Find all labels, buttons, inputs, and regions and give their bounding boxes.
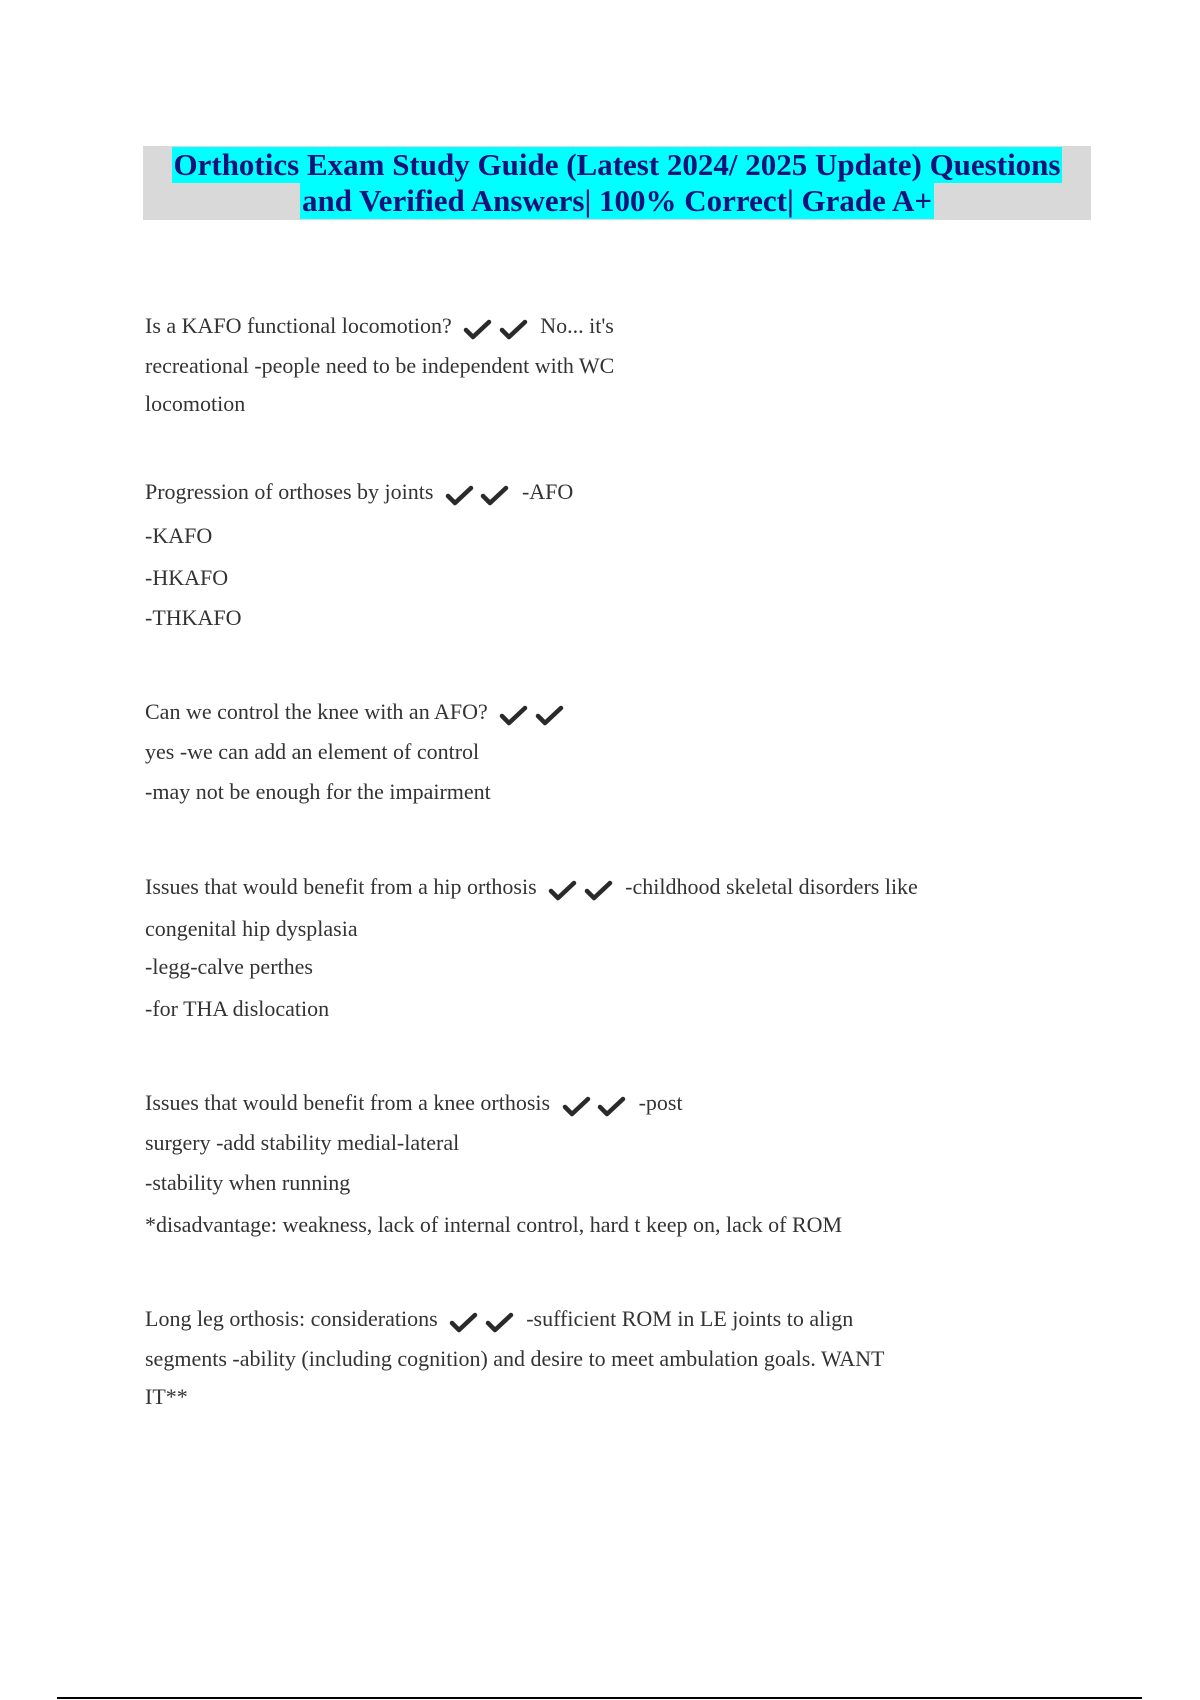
answer-line: locomotion [145,391,246,416]
check-mark-icon [445,485,475,507]
check-mark-icon [499,319,529,341]
check-mark-icon [562,1096,592,1118]
qa-first-line [145,1083,842,1123]
document-title [143,146,1091,220]
qa-first-line [145,306,614,346]
answer-text: -childhood skeletal disorders like [625,874,918,899]
qa-item [145,306,614,424]
verified-checks [548,869,614,909]
answer-line: -for THA dislocation [145,996,330,1021]
title-line-2: and Verified Answers| 100% Correct| Grade A+ [301,183,933,218]
qa-item [145,472,573,638]
check-mark-icon [597,1096,627,1118]
qa-first-line [145,1299,885,1339]
question-text: Can we control the knee with an AFO? [145,699,488,724]
question-text: Progression of orthoses by joints [145,479,434,504]
verified-checks [449,1301,515,1341]
answer-line: -THKAFO [145,605,242,630]
verified-checks [562,1085,628,1125]
check-mark-icon [463,319,493,341]
answer-text: -post [638,1090,683,1115]
verified-checks [499,694,565,734]
check-mark-icon [535,705,565,727]
qa-first-line [145,472,573,512]
answer-text: -AFO [521,479,574,504]
answer-line: -may not be enough for the impairment [145,779,491,804]
check-mark-icon [449,1312,479,1334]
question-text: Issues that would benefit from a knee orthosis [145,1090,551,1115]
answer-line: IT** [145,1384,188,1409]
answer-line: *disadvantage: weakness, lack of internal control, hard t keep on, lack of ROM [145,1212,843,1237]
qa-first-line [145,867,918,907]
check-mark-icon [548,880,578,902]
qa-item [145,692,571,812]
answer-text: No... it's [540,313,614,338]
answer-line: congenital hip dysplasia [145,916,358,941]
qa-item [145,1299,885,1417]
answer-line: recreational -people need to be independent with WC [145,353,615,378]
check-mark-icon [480,485,510,507]
title-line-1: Orthotics Exam Study Guide (Latest 2024/ 2025 Update) Questions [173,147,1061,182]
answer-text: -sufficient ROM in LE joints to align [526,1306,854,1331]
question-text: Issues that would benefit from a hip orthosis [145,874,537,899]
answer-line: yes -we can add an element of control [145,739,480,764]
answer-line: -legg-calve perthes [145,954,313,979]
answer-line: -stability when running [145,1170,351,1195]
answer-line: -HKAFO [145,565,229,590]
check-mark-icon [485,1312,515,1334]
footer-divider [57,1697,1142,1699]
answer-line: -KAFO [145,523,213,548]
qa-item [145,1083,842,1245]
check-mark-icon [584,880,614,902]
qa-first-line [145,692,571,732]
answer-line: segments -ability (including cognition) and desire to meet ambulation goals. WANT [145,1346,885,1371]
check-mark-icon [499,705,529,727]
qa-item [145,867,918,1029]
question-text: Is a KAFO functional locomotion? [145,313,452,338]
answer-line: surgery -add stability medial-lateral [145,1130,460,1155]
verified-checks [463,308,529,348]
question-text: Long leg orthosis: considerations [145,1306,438,1331]
verified-checks [445,474,511,514]
